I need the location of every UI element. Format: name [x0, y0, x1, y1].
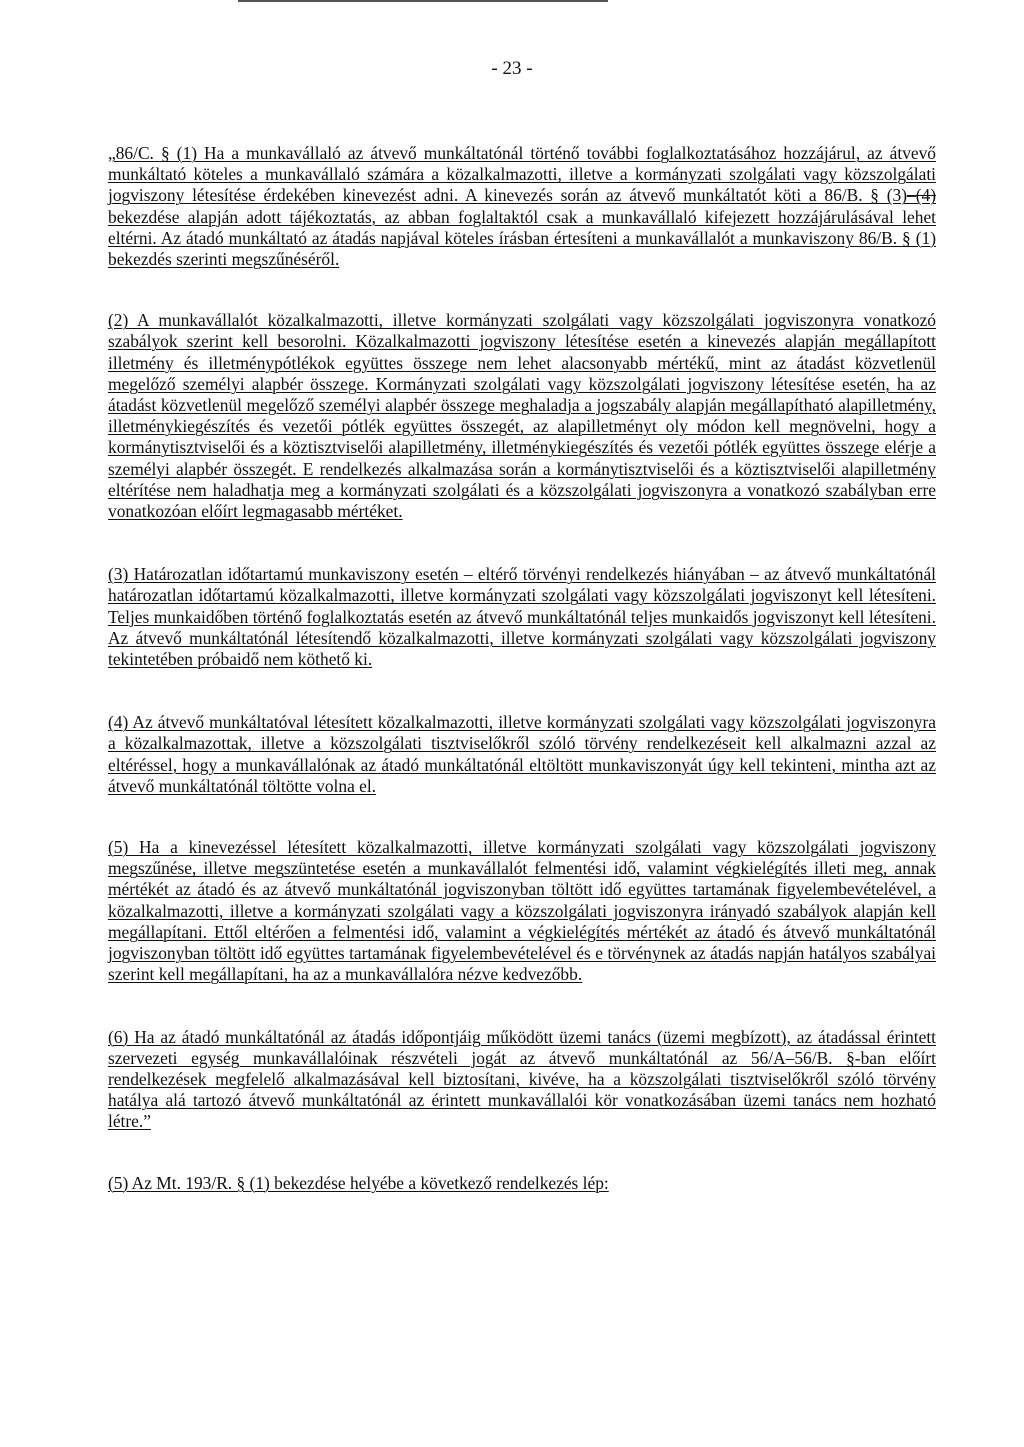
paragraph-86c-1-part-a: „86/C. § (1) Ha a munkavállaló az átvevő munkáltatónál történő további foglalkoztatásához hozzájárul, az átvevő munkáltató köteles a munkavállaló számára a közalkalmazotti, illetve a kormányzati szolgálati vagy közszolgálati jogviszony létesítése érdekében kinevezést adni. A kinevezés során az átvevő munkáltatót köti a 86/B. § (3)	[108, 143, 936, 206]
document-body	[108, 143, 936, 1194]
paragraph-4: (4) Az átvevő munkáltatóval létesített közalkalmazotti, illetve kormányzati szolgálati vagy közszolgálati jogviszonyra a közalkalmazottak, illetve a közszolgálati tisztviselőkről szóló törvény rendelkezéseit kell alkalmazni azzal az eltéréssel, hogy a munkavállalónak az átadó munkáltatónál eltöltött munkaviszonyát úgy kell tekinteni, mintha azt az átvevő munkáltatónál töltötte volna el.	[108, 712, 936, 796]
paragraph-amendment-intro: (5) Az Mt. 193/R. § (1) bekezdése helyébe a következő rendelkezés lép:	[108, 1172, 609, 1193]
page-number: - 23 -	[491, 58, 533, 79]
paragraph-6: (6) Ha az átadó munkáltatónál az átadás időpontjáig működött üzemi tanács (üzemi megbízott), az átadással érintett szervezeti egység munkavállalóinak részvételi jogát az átvevő munkáltatónál az 56/A–56/B. §-ban előírt rendelkezések megfelelő alkalmazásával kell biztosítani, kivéve, ha a közszolgálati tisztviselőkről szóló törvény hatálya alá tartozó átvevő munkáltatónál az érintett munkavállalói kör vonatkozásában üzemi tanács nem hozható létre.”	[108, 1026, 936, 1132]
paragraph-2: (2) A munkavállalót közalkalmazotti, illetve kormányzati szolgálati vagy közszolgálati jogviszonyra vonatkozó szabályok szerint kell besorolni. Közalkalmazotti jogviszony létesítése esetén a kinevezés alapján megállapított illetmény és illetménypótlékok együttes összege nem lehet alacsonyabb mértékű, mint az átadást közvetlenül megelőző személyi alapbér összege. Kormányzati szolgálati vagy közszolgálati jogviszony létesítése esetén, ha az átadást közvetlenül megelőző személyi alapbér összege meghaladja a jogszabály alapján megállapítható alapilletmény, illetménykiegészítés és vezetői pótlék együttes összegét, az alapilletményt oly módon kell megnövelni, hogy a kormánytisztviselői és a köztisztviselői alapilletmény, illetménykiegészítés és vezetői pótlék együttes összege elérje a személyi alapbér összegét. E rendelkezés alkalmazása során a kormánytisztviselői és a köztisztviselői alapilletmény eltérítése nem haladhatja meg a kormányzati szolgálati és a közszolgálati jogviszonyra a vonatkozó szabályban erre vonatkozóan előírt legmagasabb mértéket.	[108, 310, 936, 522]
paragraph-86c-1-struck-range: –(4)	[907, 185, 936, 206]
paragraph-5: (5) Ha a kinevezéssel létesített közalkalmazotti, illetve kormányzati szolgálati vagy közszolgálati jogviszony megszűnése, illetve megszüntetése esetén a munkavállalót felmentési idő, valamint végkielégítés illeti meg, annak mértékét az átadó és az átvevő munkáltatónál jogviszonyban töltött idő együttes tartamának figyelembevételével, a közalkalmazotti, illetve a kormányzati szolgálati vagy a közszolgálati jogviszonyra irányadó szabályok alapján kell megállapítani. Ettől eltérően a felmentési idő, valamint a végkielégítés mértékét az átadó és átvevő munkáltatónál jogviszonyban töltött idő együttes tartamának figyelembevételével és e törvénynek az átadás napján hatályos szabályai szerint kell megállapítani, ha az a munkavállalóra nézve kedvezőbb.	[108, 837, 936, 985]
paragraph-86c-1	[108, 143, 936, 270]
paragraph-86c-1-part-c: bekezdése alapján adott tájékoztatás, az abban foglaltaktól csak a munkavállaló kifejezett hozzájárulásával lehet eltérni. Az átadó munkáltató az átadás napjával köteles írásban értesíteni a munkavállalót a munkaviszony 86/B. § (1) bekezdés szerinti megszűnéséről.	[108, 206, 936, 270]
paragraph-3: (3) Határozatlan időtartamú munkaviszony esetén – eltérő törvényi rendelkezés hiányában – az átvevő munkáltatónál határozatlan időtartamú közalkalmazotti, illetve kormányzati szolgálati vagy közszolgálati jogviszonyt kell létesíteni. Teljes munkaidőben történő foglalkoztatás esetén az átvevő munkáltatónál teljes munkaidős jogviszonyt kell létesíteni. Az átvevő munkáltatónál létesítendő közalkalmazotti, illetve kormányzati szolgálati vagy közszolgálati jogviszony tekintetében próbaidő nem köthető ki.	[108, 564, 936, 670]
top-scan-edge-line	[238, 0, 608, 2]
